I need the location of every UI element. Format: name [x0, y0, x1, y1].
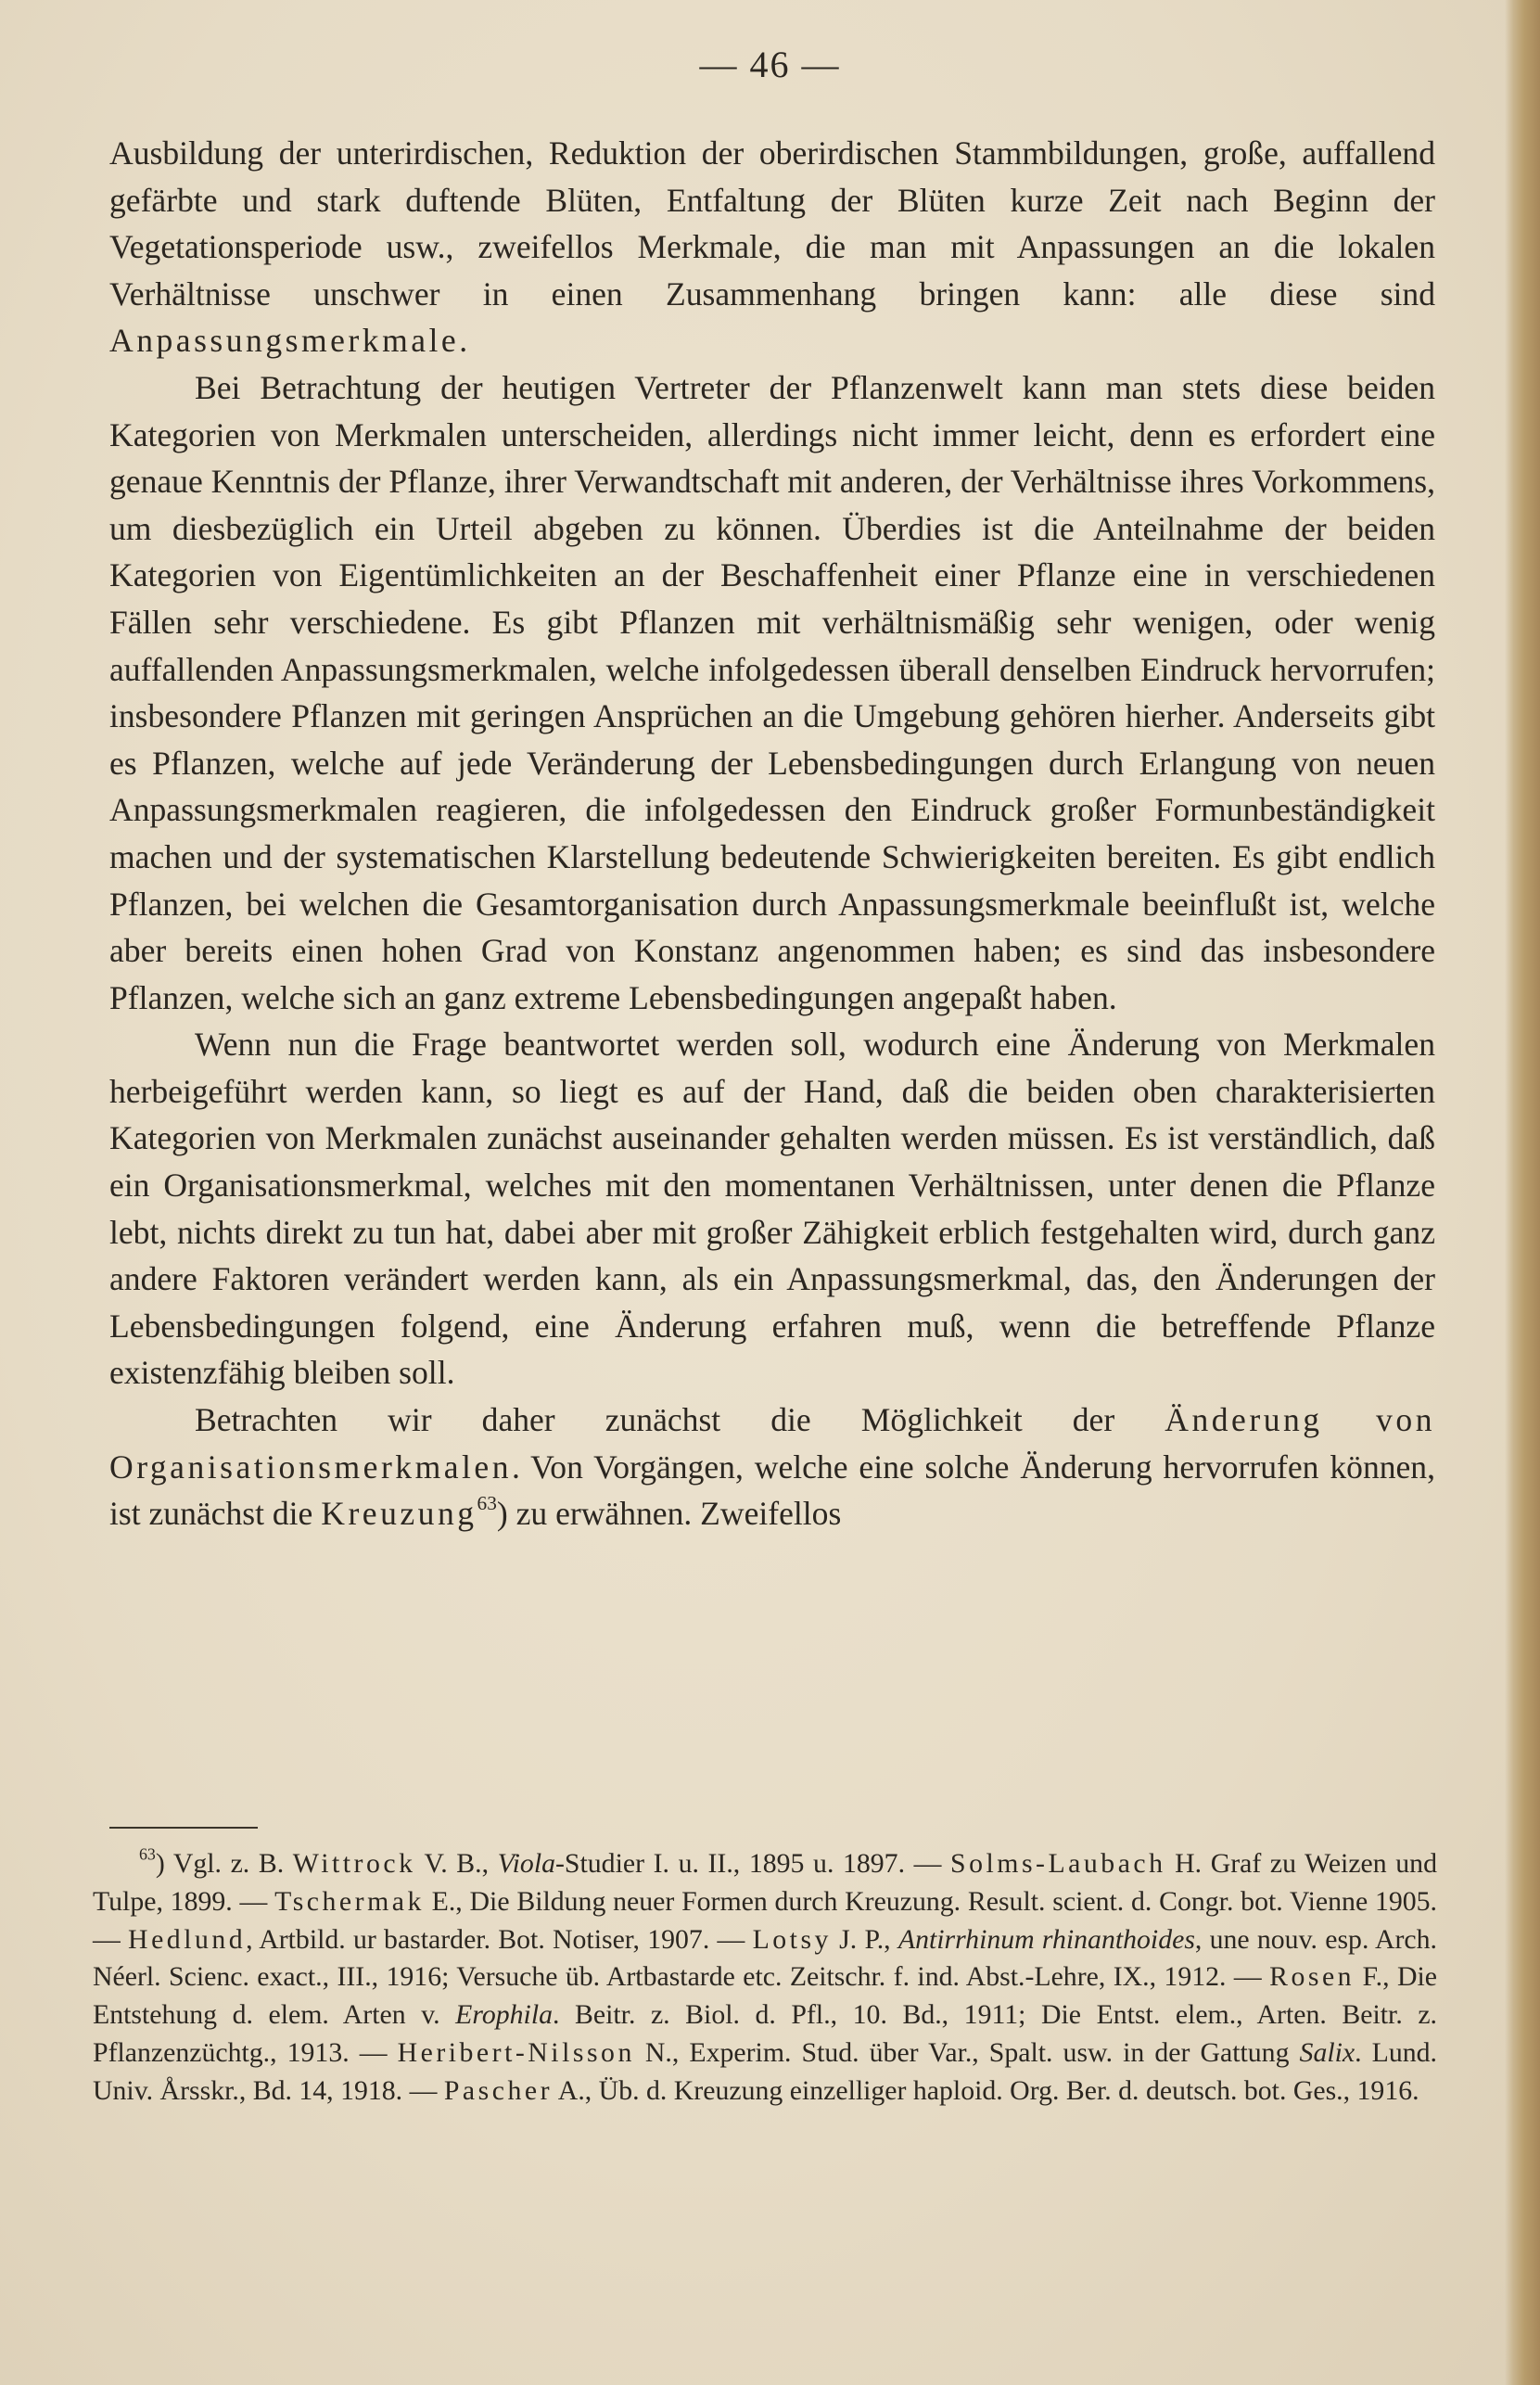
footnote-rule	[109, 1827, 258, 1829]
spaced-emphasis: Anpassungsmerkmale	[109, 322, 460, 360]
text-run: . Von Vorgängen, welche eine solche Änderung hervorrufen können, ist zunächst die	[109, 1448, 1435, 1533]
text-run: , une nouv. esp. Arch. Néerl. Scienc. exact., III., 1916; Versuche üb. Artbastarde etc. Zeitschr. f. ind. Abst.-Lehre, IX., 1912. —	[93, 1923, 1437, 1993]
spaced-emphasis: Tschermak	[274, 1885, 425, 1917]
spaced-emphasis: Änderung von Organisationsmerkmalen	[109, 1401, 1435, 1486]
italic-term: Erophila	[455, 1999, 554, 2031]
footnote-marker: 63	[477, 1492, 497, 1515]
text-run: V. B.,	[415, 1848, 498, 1879]
text-run: Bei Betrachtung der heutigen Vertreter der Pflanzenwelt kann man stets diese beiden Kategorien von Merkmalen unterscheiden, allerdings nicht immer leicht, denn es erfordert eine genaue Kenntnis der Pflanze, ihrer Verwandtschaft mit anderen, der Verhältnisse ihres Vorkommens, um diesbezüglich ein Urteil abgeben zu können. Überdies ist die Anteilnahme der beiden Kategorien von Eigentümlichkeiten an der Beschaffenheit einer Pflanze eine in verschiedenen Fällen sehr verschiedene. Es gibt Pflanzen mit verhältnismäßig sehr wenigen, oder wenig auffallenden Anpassungsmerkmalen, welche infolgedessen überall denselben Eindruck hervorrufen; insbesondere Pflanzen mit geringen Ansprüchen an die Umgebung gehören hierher. Anderseits gibt es Pflanzen, welche auf jede Veränderung der Lebensbedingungen durch Erlangung von neuen Anpassungsmerkmalen reagieren, die infolgedessen den Eindruck großer Formunbeständigkeit machen und der systematischen Klarstellung bedeutende Schwierigkeiten bereiten. Es gibt endlich Pflanzen, bei welchen die Gesamtorganisation durch Anpassungsmerkmale beeinflußt ist, welche aber bereits einen hohen Grad von Konstanz angenommen haben; es sind das insbesondere Pflanzen, welche sich an ganz extreme Lebensbedingungen angepaßt haben.	[109, 368, 1435, 1016]
text-run: J. P.,	[831, 1923, 898, 1955]
body-text	[109, 130, 1435, 1537]
text-run: .	[459, 322, 468, 360]
spaced-emphasis: Hedlund	[128, 1923, 247, 1955]
text-run: ) zu erwähnen. Zweifellos	[496, 1495, 842, 1533]
text-run: Ausbildung der unterirdischen, Reduktion der oberirdischen Stammbildungen, große, auffallend gefärbte und stark duftende Blüten, Entfaltung der Blüten kurze Zeit nach Beginn der Vegetationsperiode usw., zweifellos Merkmale, die man mit Anpassungen an die lokalen Verhältnisse unschwer in einen Zusammenhang bringen kann: alle diese sind	[109, 134, 1435, 312]
spaced-emphasis: Pascher	[443, 2074, 553, 2106]
italic-term: Viola	[497, 1848, 555, 1879]
text-run: , Artbild. ur bastarder. Bot. Notiser, 1907. —	[246, 1923, 753, 1955]
paragraph	[109, 364, 1435, 1021]
text-run: ) Vgl. z. B.	[155, 1848, 293, 1879]
text-run: . Lund. Univ. Årsskr., Bd. 14, 1918. —	[93, 2036, 1437, 2106]
paragraph	[109, 1021, 1435, 1397]
text-run: E., Die Bildung neuer Formen durch Kreuzung. Result. scient. d. Congr. bot. Vienne 1905. —	[93, 1885, 1437, 1955]
spaced-emphasis: Kreuzung	[321, 1495, 477, 1533]
paragraph	[109, 130, 1435, 364]
footnote-63	[93, 1845, 1437, 2111]
footnotes	[93, 1845, 1437, 2111]
text-run: Betrachten wir daher zunächst die Möglichkeit der	[195, 1401, 1165, 1439]
text-run: N., Experim. Stud. über Var., Spalt. usw. in der Gattung	[634, 2036, 1300, 2068]
italic-term: Salix	[1299, 2036, 1355, 2068]
spaced-emphasis: Solms-Laubach	[950, 1848, 1166, 1879]
text-run: -Studier I. u. II., 1895 u. 1897. —	[555, 1848, 951, 1879]
text-run: F., Die Entstehung d. elem. Arten v.	[93, 1961, 1437, 2031]
text-run: A., Üb. d. Kreuzung einzelliger haploid. Org. Ber. d. deutsch. bot. Ges., 1916.	[553, 2074, 1419, 2106]
text-run: . Beitr. z. Biol. d. Pfl., 10. Bd., 1911; Die Entst. elem., Arten. Beitr. z. Pflanzenzüchtg., 1913. —	[93, 1999, 1438, 2068]
page-edge-shadow	[1505, 0, 1540, 2385]
page-number: — 46 —	[699, 44, 841, 85]
spaced-emphasis: Heribert-Nilsson	[397, 2036, 635, 2068]
spaced-emphasis: Wittrock	[292, 1848, 416, 1879]
italic-term: Antirrhinum rhinanthoides	[897, 1923, 1195, 1955]
spaced-emphasis: Rosen	[1269, 1961, 1355, 1993]
spaced-emphasis: Lotsy	[752, 1923, 832, 1955]
paragraph	[109, 1397, 1435, 1537]
text-run: H. Graf zu Weizen und Tulpe, 1899. —	[93, 1848, 1437, 1917]
footnote-marker: 63	[139, 1844, 156, 1864]
text-run: Wenn nun die Frage beantwortet werden soll, wodurch eine Änderung von Merkmalen herbeigeführt werden kann, so liegt es auf der Hand, daß die beiden oben charakterisierten Kategorien von Merkmalen zunächst auseinander gehalten werden müssen. Es ist verständlich, daß ein Organisationsmerkmal, welches mit den momentanen Verhältnissen, unter denen die Pflanze lebt, nichts direkt zu tun hat, dabei aber mit großer Zähigkeit erblich festgehalten wird, durch ganz andere Faktoren verändert werden kann, als ein Anpassungsmerkmal, das, den Änderungen der Lebensbedingungen folgend, eine Änderung erfahren muß, wenn die betreffende Pflanze existenzfähig bleiben soll.	[109, 1026, 1435, 1392]
